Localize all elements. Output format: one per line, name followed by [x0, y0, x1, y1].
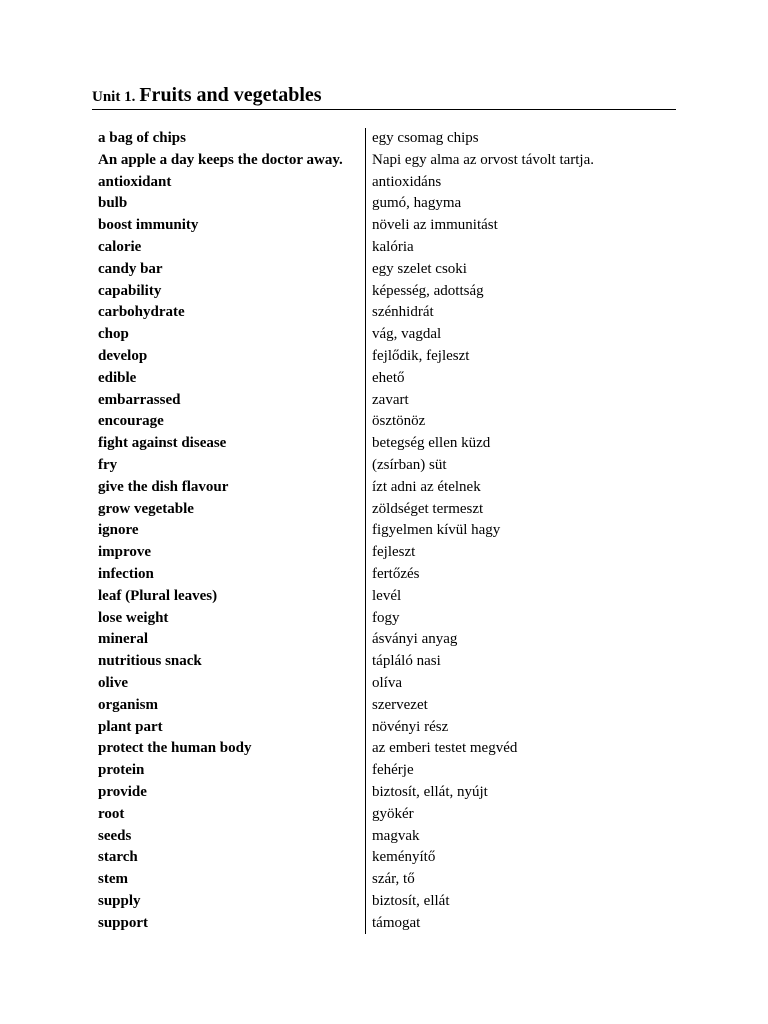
hungarian-translation: növeli az immunitást — [372, 217, 498, 234]
vocab-row — [92, 477, 676, 499]
hungarian-translation: olíva — [372, 674, 402, 691]
vocab-row — [92, 673, 676, 695]
hungarian-translation: képesség, adottság — [372, 282, 484, 299]
vocab-row — [92, 172, 676, 194]
hungarian-translation: növényi rész — [372, 718, 449, 735]
english-term: leaf (Plural leaves) — [92, 586, 366, 608]
english-term: support — [92, 913, 366, 935]
hungarian-translation: biztosít, ellát — [372, 892, 450, 909]
hungarian-translation: az emberi testet megvéd — [372, 740, 518, 757]
hungarian-translation: ízt adni az ételnek — [372, 478, 481, 495]
vocab-row — [92, 651, 676, 673]
vocabulary-list — [92, 128, 676, 934]
english-term: calorie — [92, 237, 366, 259]
hungarian-translation: Napi egy alma az orvost távolt tartja. — [372, 151, 595, 168]
vocab-row — [92, 542, 676, 564]
vocab-row — [92, 302, 676, 324]
hungarian-translation: ehető — [372, 369, 405, 386]
hungarian-translation: szénhidrát — [372, 304, 434, 321]
english-term: bulb — [92, 193, 366, 215]
english-term: fight against disease — [92, 433, 366, 455]
vocab-row — [92, 433, 676, 455]
english-term: ignore — [92, 520, 366, 542]
hungarian-translation: antioxidáns — [372, 173, 442, 190]
vocab-row — [92, 368, 676, 390]
unit-label: Unit 1. — [92, 89, 136, 105]
english-term: mineral — [92, 629, 366, 651]
vocab-row — [92, 215, 676, 237]
vocab-row — [92, 390, 676, 412]
hungarian-translation: egy szelet csoki — [372, 260, 467, 277]
vocab-row — [92, 324, 676, 346]
vocab-row — [92, 738, 676, 760]
english-term: boost immunity — [92, 215, 366, 237]
hungarian-translation: gumó, hagyma — [372, 195, 462, 212]
hungarian-translation: szervezet — [372, 696, 428, 713]
english-term: nutritious snack — [92, 651, 366, 673]
english-term: chop — [92, 324, 366, 346]
vocab-row — [92, 847, 676, 869]
english-term: embarrassed — [92, 390, 366, 412]
english-term: seeds — [92, 826, 366, 848]
page-title — [92, 84, 676, 110]
vocab-row — [92, 760, 676, 782]
english-term: fry — [92, 455, 366, 477]
english-term: a bag of chips — [92, 128, 366, 150]
english-term: infection — [92, 564, 366, 586]
english-term: An apple a day keeps the doctor away. — [92, 150, 366, 172]
vocab-row — [92, 891, 676, 913]
vocab-row — [92, 411, 676, 433]
vocab-row — [92, 826, 676, 848]
english-term: protect the human body — [92, 738, 366, 760]
hungarian-translation: levél — [372, 587, 402, 604]
hungarian-translation: figyelmen kívül hagy — [372, 522, 501, 539]
hungarian-translation: fogy — [372, 609, 400, 626]
hungarian-translation: támogat — [372, 914, 421, 931]
english-term: supply — [92, 891, 366, 913]
english-term: grow vegetable — [92, 499, 366, 521]
vocabulary-table — [92, 128, 676, 934]
vocab-row — [92, 913, 676, 935]
hungarian-translation: fehérje — [372, 762, 414, 779]
english-term: plant part — [92, 717, 366, 739]
english-term: give the dish flavour — [92, 477, 366, 499]
vocab-row — [92, 608, 676, 630]
english-term: improve — [92, 542, 366, 564]
english-term: protein — [92, 760, 366, 782]
hungarian-translation: gyökér — [372, 805, 414, 822]
vocab-row — [92, 237, 676, 259]
vocab-row — [92, 193, 676, 215]
english-term: capability — [92, 281, 366, 303]
vocab-row — [92, 455, 676, 477]
vocab-row — [92, 346, 676, 368]
english-term: edible — [92, 368, 366, 390]
english-term: provide — [92, 782, 366, 804]
hungarian-translation: fejleszt — [372, 544, 416, 561]
english-term: lose weight — [92, 608, 366, 630]
vocab-row — [92, 520, 676, 542]
hungarian-translation: zöldséget termeszt — [372, 500, 484, 517]
vocab-row — [92, 564, 676, 586]
english-term: candy bar — [92, 259, 366, 281]
vocab-row — [92, 281, 676, 303]
english-term: starch — [92, 847, 366, 869]
hungarian-translation: ásványi anyag — [372, 631, 458, 648]
hungarian-translation: magvak — [372, 827, 420, 844]
vocab-row — [92, 717, 676, 739]
hungarian-translation: keményítő — [372, 849, 436, 866]
hungarian-translation: zavart — [372, 391, 409, 408]
vocab-row — [92, 695, 676, 717]
vocab-row — [92, 259, 676, 281]
vocab-row — [92, 629, 676, 651]
hungarian-translation: betegség ellen küzd — [372, 435, 491, 452]
english-term: develop — [92, 346, 366, 368]
english-term: olive — [92, 673, 366, 695]
hungarian-translation: (zsírban) süt — [372, 456, 447, 473]
hungarian-translation: fejlődik, fejleszt — [372, 347, 470, 364]
hungarian-translation: tápláló nasi — [372, 653, 441, 670]
hungarian-translation: egy csomag chips — [372, 130, 479, 146]
vocab-row — [92, 150, 676, 172]
english-term: encourage — [92, 411, 366, 433]
hungarian-translation: szár, tő — [372, 871, 415, 888]
vocab-row — [92, 782, 676, 804]
hungarian-translation: fertőzés — [372, 565, 420, 582]
english-term: organism — [92, 695, 366, 717]
hungarian-translation: biztosít, ellát, nyújt — [372, 783, 488, 800]
vocab-row — [92, 804, 676, 826]
hungarian-translation: vág, vagdal — [372, 326, 442, 343]
english-term: root — [92, 804, 366, 826]
english-term: carbohydrate — [92, 302, 366, 324]
vocab-row — [92, 869, 676, 891]
unit-title: Fruits and vegetables — [139, 84, 322, 106]
hungarian-translation: ösztönöz — [372, 413, 426, 430]
english-term: stem — [92, 869, 366, 891]
vocab-row — [92, 128, 676, 150]
hungarian-translation: kalória — [372, 238, 414, 255]
vocab-row — [92, 499, 676, 521]
english-term: antioxidant — [92, 172, 366, 194]
vocab-row — [92, 586, 676, 608]
